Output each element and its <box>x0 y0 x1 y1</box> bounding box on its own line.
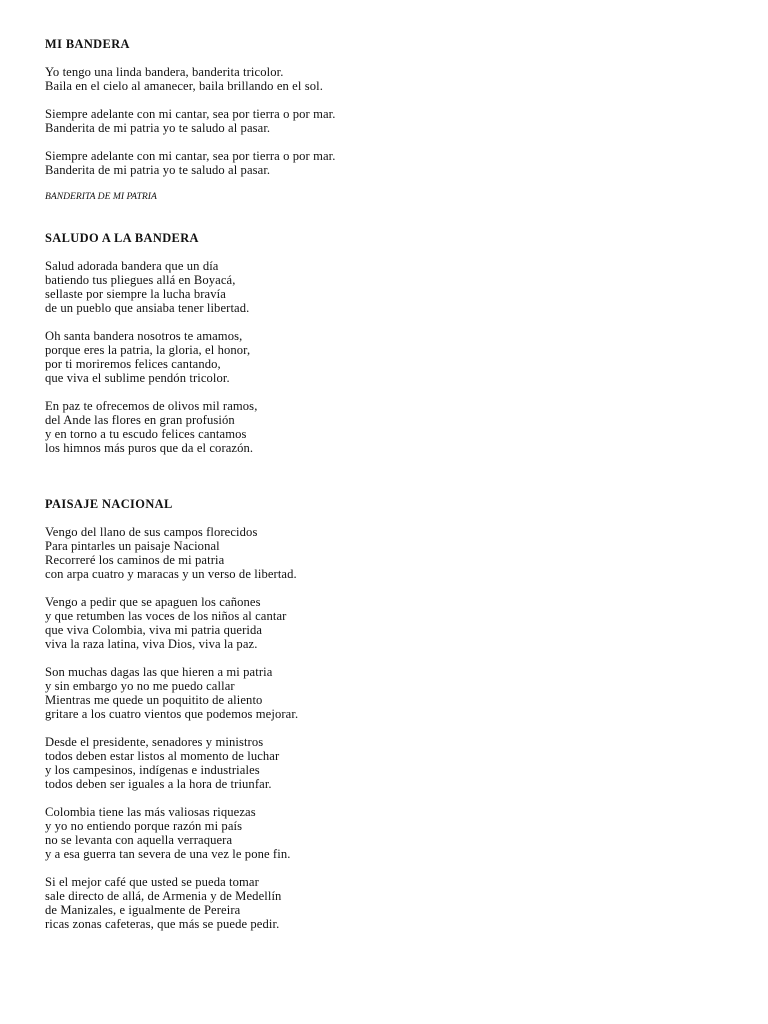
verse-line: del Ande las flores en gran profusión <box>45 413 235 427</box>
verse-line: con arpa cuatro y maracas y un verso de libertad. <box>45 567 297 581</box>
poem-title: MI BANDERA <box>45 37 130 51</box>
verse-line: Siempre adelante con mi cantar, sea por tierra o por mar. <box>45 107 336 121</box>
verse-line: sale directo de allá, de Armenia y de Medellín <box>45 889 282 903</box>
verse-line: Colombia tiene las más valiosas riquezas <box>45 805 256 819</box>
verse-line: Recorreré los caminos de mi patria <box>45 553 225 567</box>
verse-line: porque eres la patria, la gloria, el honor, <box>45 343 251 357</box>
verse-line: Son muchas dagas las que hieren a mi patria <box>45 665 273 679</box>
verse-line: no se levanta con aquella verraquera <box>45 833 233 847</box>
verse-line: y que retumben las voces de los niños al cantar <box>45 609 287 623</box>
verse-line: Banderita de mi patria yo te saludo al pasar. <box>45 163 271 177</box>
verse-line: viva la raza latina, viva Dios, viva la paz. <box>45 637 258 651</box>
verse-line: Siempre adelante con mi cantar, sea por tierra o por mar. <box>45 149 336 163</box>
verse-line: Desde el presidente, senadores y ministros <box>45 735 264 749</box>
verse-line: los himnos más puros que da el corazón. <box>45 441 254 455</box>
verse-line: y yo no entiendo porque razón mi país <box>45 819 243 833</box>
verse-line: batiendo tus pliegues allá en Boyacá, <box>45 273 236 287</box>
verse-line: Banderita de mi patria yo te saludo al pasar. <box>45 121 271 135</box>
verse-line: gritare a los cuatro vientos que podemos mejorar. <box>45 707 299 721</box>
verse-line: de Manizales, e igualmente de Pereira <box>45 903 241 917</box>
verse-line: Salud adorada bandera que un día <box>45 259 219 273</box>
verse-line: sellaste por siempre la lucha bravía <box>45 287 226 301</box>
verse-line: de un pueblo que ansiaba tener libertad. <box>45 301 250 315</box>
verse-line: Vengo a pedir que se apaguen los cañones <box>45 595 261 609</box>
verse-line: Baila en el cielo al amanecer, baila brillando en el sol. <box>45 79 323 93</box>
verse-line: y en torno a tu escudo felices cantamos <box>45 427 247 441</box>
poem-title: SALUDO A LA BANDERA <box>45 231 199 245</box>
verse-line: todos deben ser iguales a la hora de triunfar. <box>45 777 272 791</box>
verse-line: y sin embargo yo no me puedo callar <box>45 679 235 693</box>
verse-line: por ti moriremos felices cantando, <box>45 357 221 371</box>
verse-line: Yo tengo una linda bandera, banderita tricolor. <box>45 65 284 79</box>
poem-title: PAISAJE NACIONAL <box>45 497 173 511</box>
verse-line: En paz te ofrecemos de olivos mil ramos, <box>45 399 258 413</box>
verse-line: y a esa guerra tan severa de una vez le pone fin. <box>45 847 291 861</box>
verse-line: todos deben estar listos al momento de luchar <box>45 749 280 763</box>
verse-line: Vengo del llano de sus campos florecidos <box>45 525 258 539</box>
poem-subtitle: BANDERITA DE MI PATRIA <box>45 191 157 202</box>
verse-line: y los campesinos, indígenas e industriales <box>45 763 260 777</box>
verse-line: Si el mejor café que usted se pueda tomar <box>45 875 259 889</box>
verse-line: Oh santa bandera nosotros te amamos, <box>45 329 243 343</box>
verse-line: ricas zonas cafeteras, que más se puede pedir. <box>45 917 280 931</box>
verse-line: Para pintarles un paisaje Nacional <box>45 539 220 553</box>
verse-line: que viva el sublime pendón tricolor. <box>45 371 230 385</box>
verse-line: que viva Colombia, viva mi patria querida <box>45 623 263 637</box>
verse-line: Mientras me quede un poquitito de aliento <box>45 693 263 707</box>
